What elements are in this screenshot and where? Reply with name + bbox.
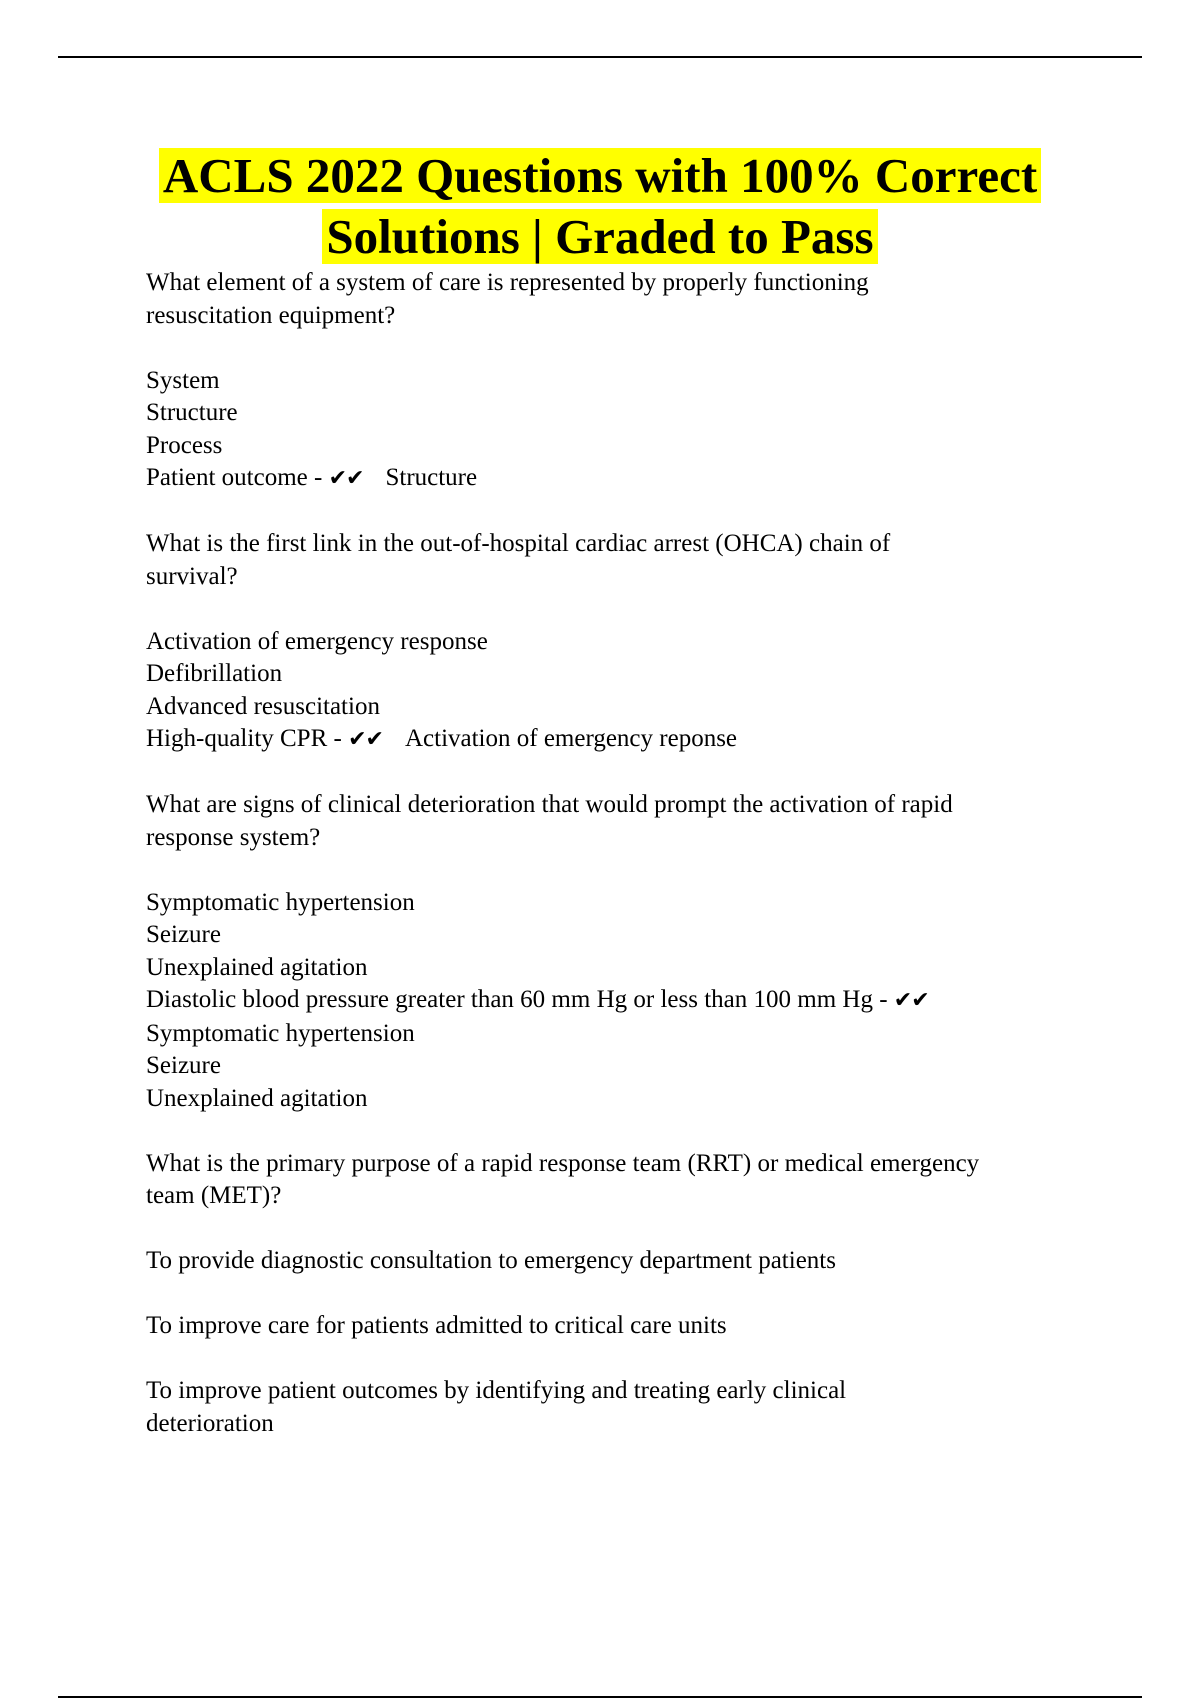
title-line-1: ACLS 2022 Questions with 100% Correct xyxy=(159,148,1041,203)
question-text-line: What is the primary purpose of a rapid response team (RRT) or medical emergency xyxy=(146,1149,980,1177)
checkmark-icon: ✔✔ xyxy=(893,988,929,1013)
question-2 xyxy=(146,528,1096,593)
document-title xyxy=(100,145,1100,267)
question-1-options xyxy=(146,365,1096,496)
option-with-answer xyxy=(146,462,1096,496)
question-text-line: What are signs of clinical deterioration that would prompt the activation of rapid xyxy=(146,791,953,818)
option-item: System xyxy=(146,366,220,394)
document-body xyxy=(146,267,1096,1473)
answer-text: Unexplained agitation xyxy=(146,1084,368,1112)
option-item: Seizure xyxy=(146,921,221,948)
answer-text: Symptomatic hypertension xyxy=(146,1019,415,1047)
option-item: To improve care for patients admitted to critical care units xyxy=(146,1312,727,1339)
option-item: Unexplained agitation xyxy=(146,953,368,981)
question-1 xyxy=(146,267,1096,332)
question-2-options xyxy=(146,626,1096,757)
title-line-2: Solutions | Graded to Pass xyxy=(322,209,877,264)
option-item: Advanced resuscitation xyxy=(146,692,380,720)
question-3 xyxy=(146,789,1096,854)
option-item: Structure xyxy=(146,399,238,426)
question-4 xyxy=(146,1148,1096,1213)
question-3-options xyxy=(146,887,1096,1116)
option-item: Diastolic blood pressure greater than 60 mm Hg or less than 100 mm Hg - xyxy=(146,986,888,1013)
option-with-answer xyxy=(146,984,1096,1018)
question-text-line: What element of a system of care is represented by properly functioning xyxy=(146,269,869,296)
option-item: Activation of emergency response xyxy=(146,627,488,655)
option-item: To provide diagnostic consultation to emergency department patients xyxy=(146,1247,836,1274)
checkmark-icon: ✔✔ xyxy=(328,466,364,491)
top-rule xyxy=(58,56,1142,58)
question-text-line: team (MET)? xyxy=(146,1182,282,1209)
question-4-option-3 xyxy=(146,1375,1096,1440)
option-item: High-quality CPR - xyxy=(146,725,342,752)
question-text-line: resuscitation equipment? xyxy=(146,301,396,329)
option-item: deterioration xyxy=(146,1409,274,1437)
answer-text: Seizure xyxy=(146,1052,221,1079)
question-text-line: survival? xyxy=(146,562,238,590)
checkmark-icon: ✔✔ xyxy=(348,727,383,752)
option-item: Defibrillation xyxy=(146,660,283,687)
answer-text: Structure xyxy=(385,464,478,491)
bottom-rule xyxy=(58,1696,1142,1698)
question-text-line: What is the first link in the out-of-hospital cardiac arrest (OHCA) chain of xyxy=(146,530,891,557)
answer-text: Activation of emergency reponse xyxy=(404,725,738,752)
option-item: To improve patient outcomes by identifying and treating early clinical xyxy=(146,1377,847,1404)
option-item: Symptomatic hypertension xyxy=(146,888,415,916)
option-with-answer xyxy=(146,723,1096,757)
question-4-option-2 xyxy=(146,1310,1096,1343)
question-text-line: response system? xyxy=(146,823,321,851)
option-item: Patient outcome - xyxy=(146,464,323,491)
option-item: Process xyxy=(146,431,223,459)
question-4-option-1 xyxy=(146,1245,1096,1278)
